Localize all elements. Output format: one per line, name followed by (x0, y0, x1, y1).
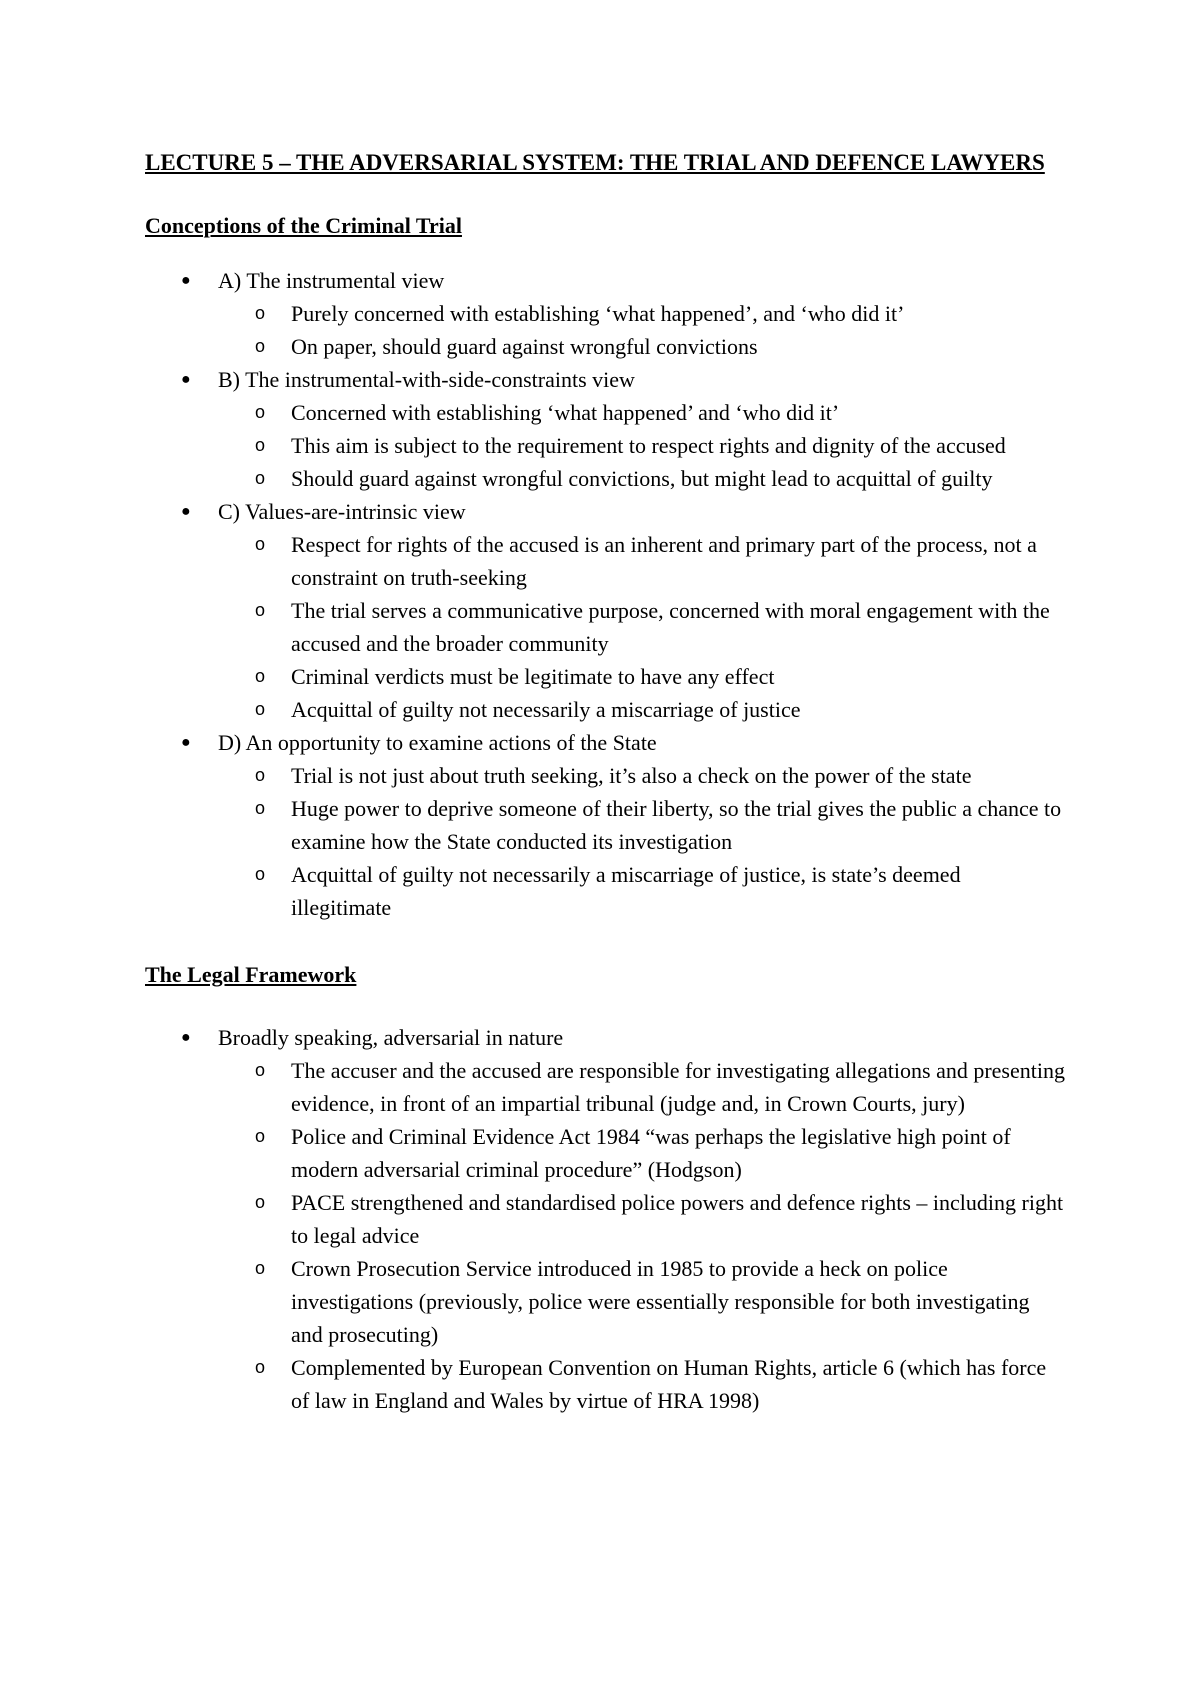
sub-list-item (218, 1252, 1065, 1351)
sub-bullet-icon: o (255, 1258, 266, 1278)
sub-list-item-text: Should guard against wrongful convictions, but might lead to acquittal of guilty (291, 466, 993, 491)
sub-list-item (218, 1351, 1065, 1417)
bullet-icon: ● (181, 734, 191, 751)
bullet-list-legal-framework (145, 1021, 1065, 1417)
sub-bullet-icon: o (255, 1357, 266, 1377)
sub-list-item-text: Crown Prosecution Service introduced in 1985 to provide a heck on police investigations (previously, police were essentially responsible for both investigating and prosecuting) (291, 1256, 1030, 1347)
list-item-text: Broadly speaking, adversarial in nature (218, 1025, 564, 1050)
sub-list-item-text: Police and Criminal Evidence Act 1984 “was perhaps the legislative high point of modern adversarial criminal procedure” (Hodgson) (291, 1124, 1011, 1182)
bullet-icon: ● (181, 272, 191, 289)
sub-list-item-text: Concerned with establishing ‘what happened’ and ‘who did it’ (291, 400, 840, 425)
sub-list-item (218, 1186, 1065, 1252)
list-item (145, 726, 1065, 924)
sub-list-item (218, 858, 1065, 924)
sub-bullet-icon: o (255, 534, 266, 554)
sub-list-item-text: Criminal verdicts must be legitimate to have any effect (291, 664, 775, 689)
sub-list-item-text: Acquittal of guilty not necessarily a miscarriage of justice, is state’s deemed illegitimate (291, 862, 961, 920)
list-item (145, 495, 1065, 726)
sub-list-item (218, 462, 1065, 495)
sub-bullet-icon: o (255, 468, 266, 488)
sub-bullet-icon: o (255, 798, 266, 818)
sub-list-item (218, 693, 1065, 726)
sub-list-item (218, 1054, 1065, 1120)
sub-bullet-icon: o (255, 402, 266, 422)
sub-list-item-text: Respect for rights of the accused is an inherent and primary part of the process, not a constraint on truth-seeking (291, 532, 1037, 590)
section-heading-conceptions: Conceptions of the Criminal Trial (145, 213, 462, 238)
sub-list (218, 528, 1065, 726)
sub-list-item (218, 792, 1065, 858)
sub-list-item-text: Acquittal of guilty not necessarily a miscarriage of justice (291, 697, 801, 722)
list-item-text: D) An opportunity to examine actions of the State (218, 730, 657, 755)
sub-bullet-icon: o (255, 1126, 266, 1146)
sub-list-item-text: Trial is not just about truth seeking, it’s also a check on the power of the state (291, 763, 972, 788)
sub-bullet-icon: o (255, 336, 266, 356)
sub-list (218, 297, 1065, 363)
sub-list-item-text: The trial serves a communicative purpose, concerned with moral engagement with the accused and the broader community (291, 598, 1050, 656)
sub-list-item (218, 429, 1065, 462)
list-item-text: C) Values-are-intrinsic view (218, 499, 466, 524)
bullet-icon: ● (181, 371, 191, 388)
list-item (145, 1021, 1065, 1417)
sub-list-item-text: This aim is subject to the requirement to respect rights and dignity of the accused (291, 433, 1006, 458)
list-item (145, 363, 1065, 495)
sub-list-item-text: Purely concerned with establishing ‘what happened’, and ‘who did it’ (291, 301, 905, 326)
sub-bullet-icon: o (255, 699, 266, 719)
sub-bullet-icon: o (255, 666, 266, 686)
sub-list (218, 759, 1065, 924)
sub-bullet-icon: o (255, 1192, 266, 1212)
document-title: LECTURE 5 – THE ADVERSARIAL SYSTEM: THE TRIAL AND DEFENCE LAWYERS (145, 150, 1045, 175)
bullet-icon: ● (181, 503, 191, 520)
sub-list-item-text: The accuser and the accused are responsible for investigating allegations and presenting evidence, in front of an impartial tribunal (judge and, in Crown Courts, jury) (291, 1058, 1065, 1116)
sub-list-item (218, 660, 1065, 693)
sub-bullet-icon: o (255, 303, 266, 323)
sub-list-item (218, 759, 1065, 792)
list-item-text: B) The instrumental-with-side-constraints view (218, 367, 635, 392)
section-heading-legal-framework: The Legal Framework (145, 962, 357, 987)
list-item-text: A) The instrumental view (218, 268, 445, 293)
sub-list-item (218, 330, 1065, 363)
sub-list-item-text: Complemented by European Convention on Human Rights, article 6 (which has force of law in England and Wales by virtue of HRA 1998) (291, 1355, 1047, 1413)
sub-list-item (218, 528, 1065, 594)
sub-bullet-icon: o (255, 864, 266, 884)
sub-list-item (218, 297, 1065, 330)
sub-bullet-icon: o (255, 435, 266, 455)
bullet-icon: ● (181, 1029, 191, 1046)
sub-list-item (218, 1120, 1065, 1186)
sub-list-item (218, 396, 1065, 429)
sub-bullet-icon: o (255, 600, 266, 620)
sub-bullet-icon: o (255, 765, 266, 785)
list-item (145, 264, 1065, 363)
bullet-list-conceptions (145, 264, 1065, 924)
sub-list-item-text: PACE strengthened and standardised police powers and defence rights – including right to legal advice (291, 1190, 1064, 1248)
sub-bullet-icon: o (255, 1060, 266, 1080)
sub-list-item-text: Huge power to deprive someone of their liberty, so the trial gives the public a chance to examine how the State conducted its investigation (291, 796, 1062, 854)
sub-list-item-text: On paper, should guard against wrongful convictions (291, 334, 758, 359)
sub-list-item (218, 594, 1065, 660)
document-body (145, 146, 1065, 1417)
sub-list (218, 1054, 1065, 1417)
sub-list (218, 396, 1065, 495)
